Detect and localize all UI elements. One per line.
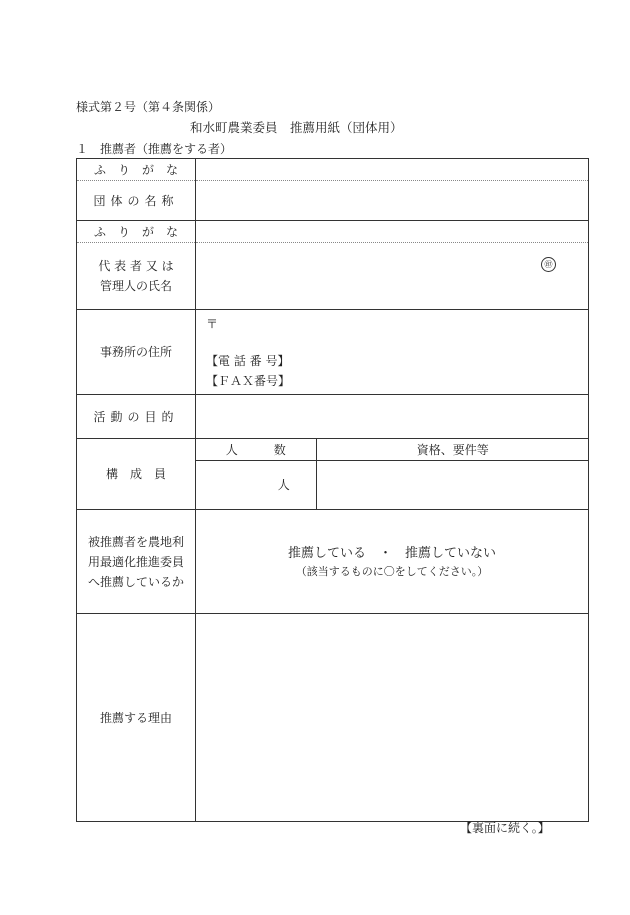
section-heading: １ 推薦者（推薦をする者） — [76, 142, 233, 156]
recommend-question-label — [77, 510, 196, 614]
phone-label: 【電 話 番 号】 — [206, 354, 290, 368]
form-title: 和水町農業委員 推薦用紙（団体用） — [190, 120, 403, 135]
representative-row — [77, 243, 589, 310]
purpose-field[interactable] — [196, 395, 589, 439]
purpose-row — [77, 395, 589, 439]
recommend-status-row — [77, 510, 589, 614]
recommender-form-table — [76, 158, 589, 822]
members-qual-header: 資格、要件等 — [316, 439, 589, 460]
members-subtable — [196, 439, 589, 509]
office-address-row — [77, 310, 589, 395]
furigana-label-2: ふ り が な — [77, 221, 196, 243]
furigana-row-2 — [77, 221, 589, 243]
recommend-choice-field[interactable] — [196, 510, 589, 614]
org-name-row — [77, 181, 589, 221]
representative-label — [77, 243, 196, 310]
recommend-choice[interactable]: 推薦している ・ 推薦していない — [287, 545, 496, 561]
members-subtable-cell — [196, 439, 589, 510]
recommend-question-line1: 被推薦者を農地利 — [87, 534, 184, 549]
furigana-field-2[interactable] — [196, 221, 589, 243]
org-name-label: 団体の名称 — [77, 181, 196, 221]
seal-icon: ㊞ — [541, 257, 556, 272]
members-qual-field[interactable] — [316, 460, 589, 509]
members-count-field[interactable] — [196, 460, 316, 509]
form-number: 様式第２号（第４条関係） — [76, 100, 221, 114]
furigana-label-1: ふ り が な — [77, 159, 196, 181]
furigana-field-1[interactable] — [196, 159, 589, 181]
org-name-field[interactable] — [196, 181, 589, 221]
representative-label-line1: 代 表 者 又 は — [98, 259, 174, 273]
continue-note: 【裏面に続く。】 — [460, 821, 550, 835]
members-row — [77, 439, 589, 510]
postal-mark: 〒 — [206, 317, 219, 331]
reason-field[interactable] — [196, 614, 589, 822]
members-unit: 人 — [277, 478, 290, 493]
furigana-row-1 — [77, 159, 589, 181]
recommend-question-line3: へ推薦しているか — [87, 574, 184, 589]
reason-row — [77, 614, 589, 822]
members-label: 構 成 員 — [77, 439, 196, 510]
representative-label-line2: 管理人の氏名 — [99, 279, 172, 293]
purpose-label: 活動の目的 — [77, 395, 196, 439]
fax-label: 【ＦＡＸ番号】 — [206, 374, 291, 388]
members-count-header: 人 数 — [196, 439, 316, 460]
recommend-note: （該当するものに〇をしてください。） — [295, 564, 489, 578]
recommend-question-line2: 用最適化推進委員 — [87, 554, 184, 569]
reason-label: 推薦する理由 — [77, 614, 196, 822]
office-address-label: 事務所の住所 — [77, 310, 196, 395]
representative-field[interactable] — [196, 243, 589, 310]
office-address-field[interactable] — [196, 310, 589, 395]
